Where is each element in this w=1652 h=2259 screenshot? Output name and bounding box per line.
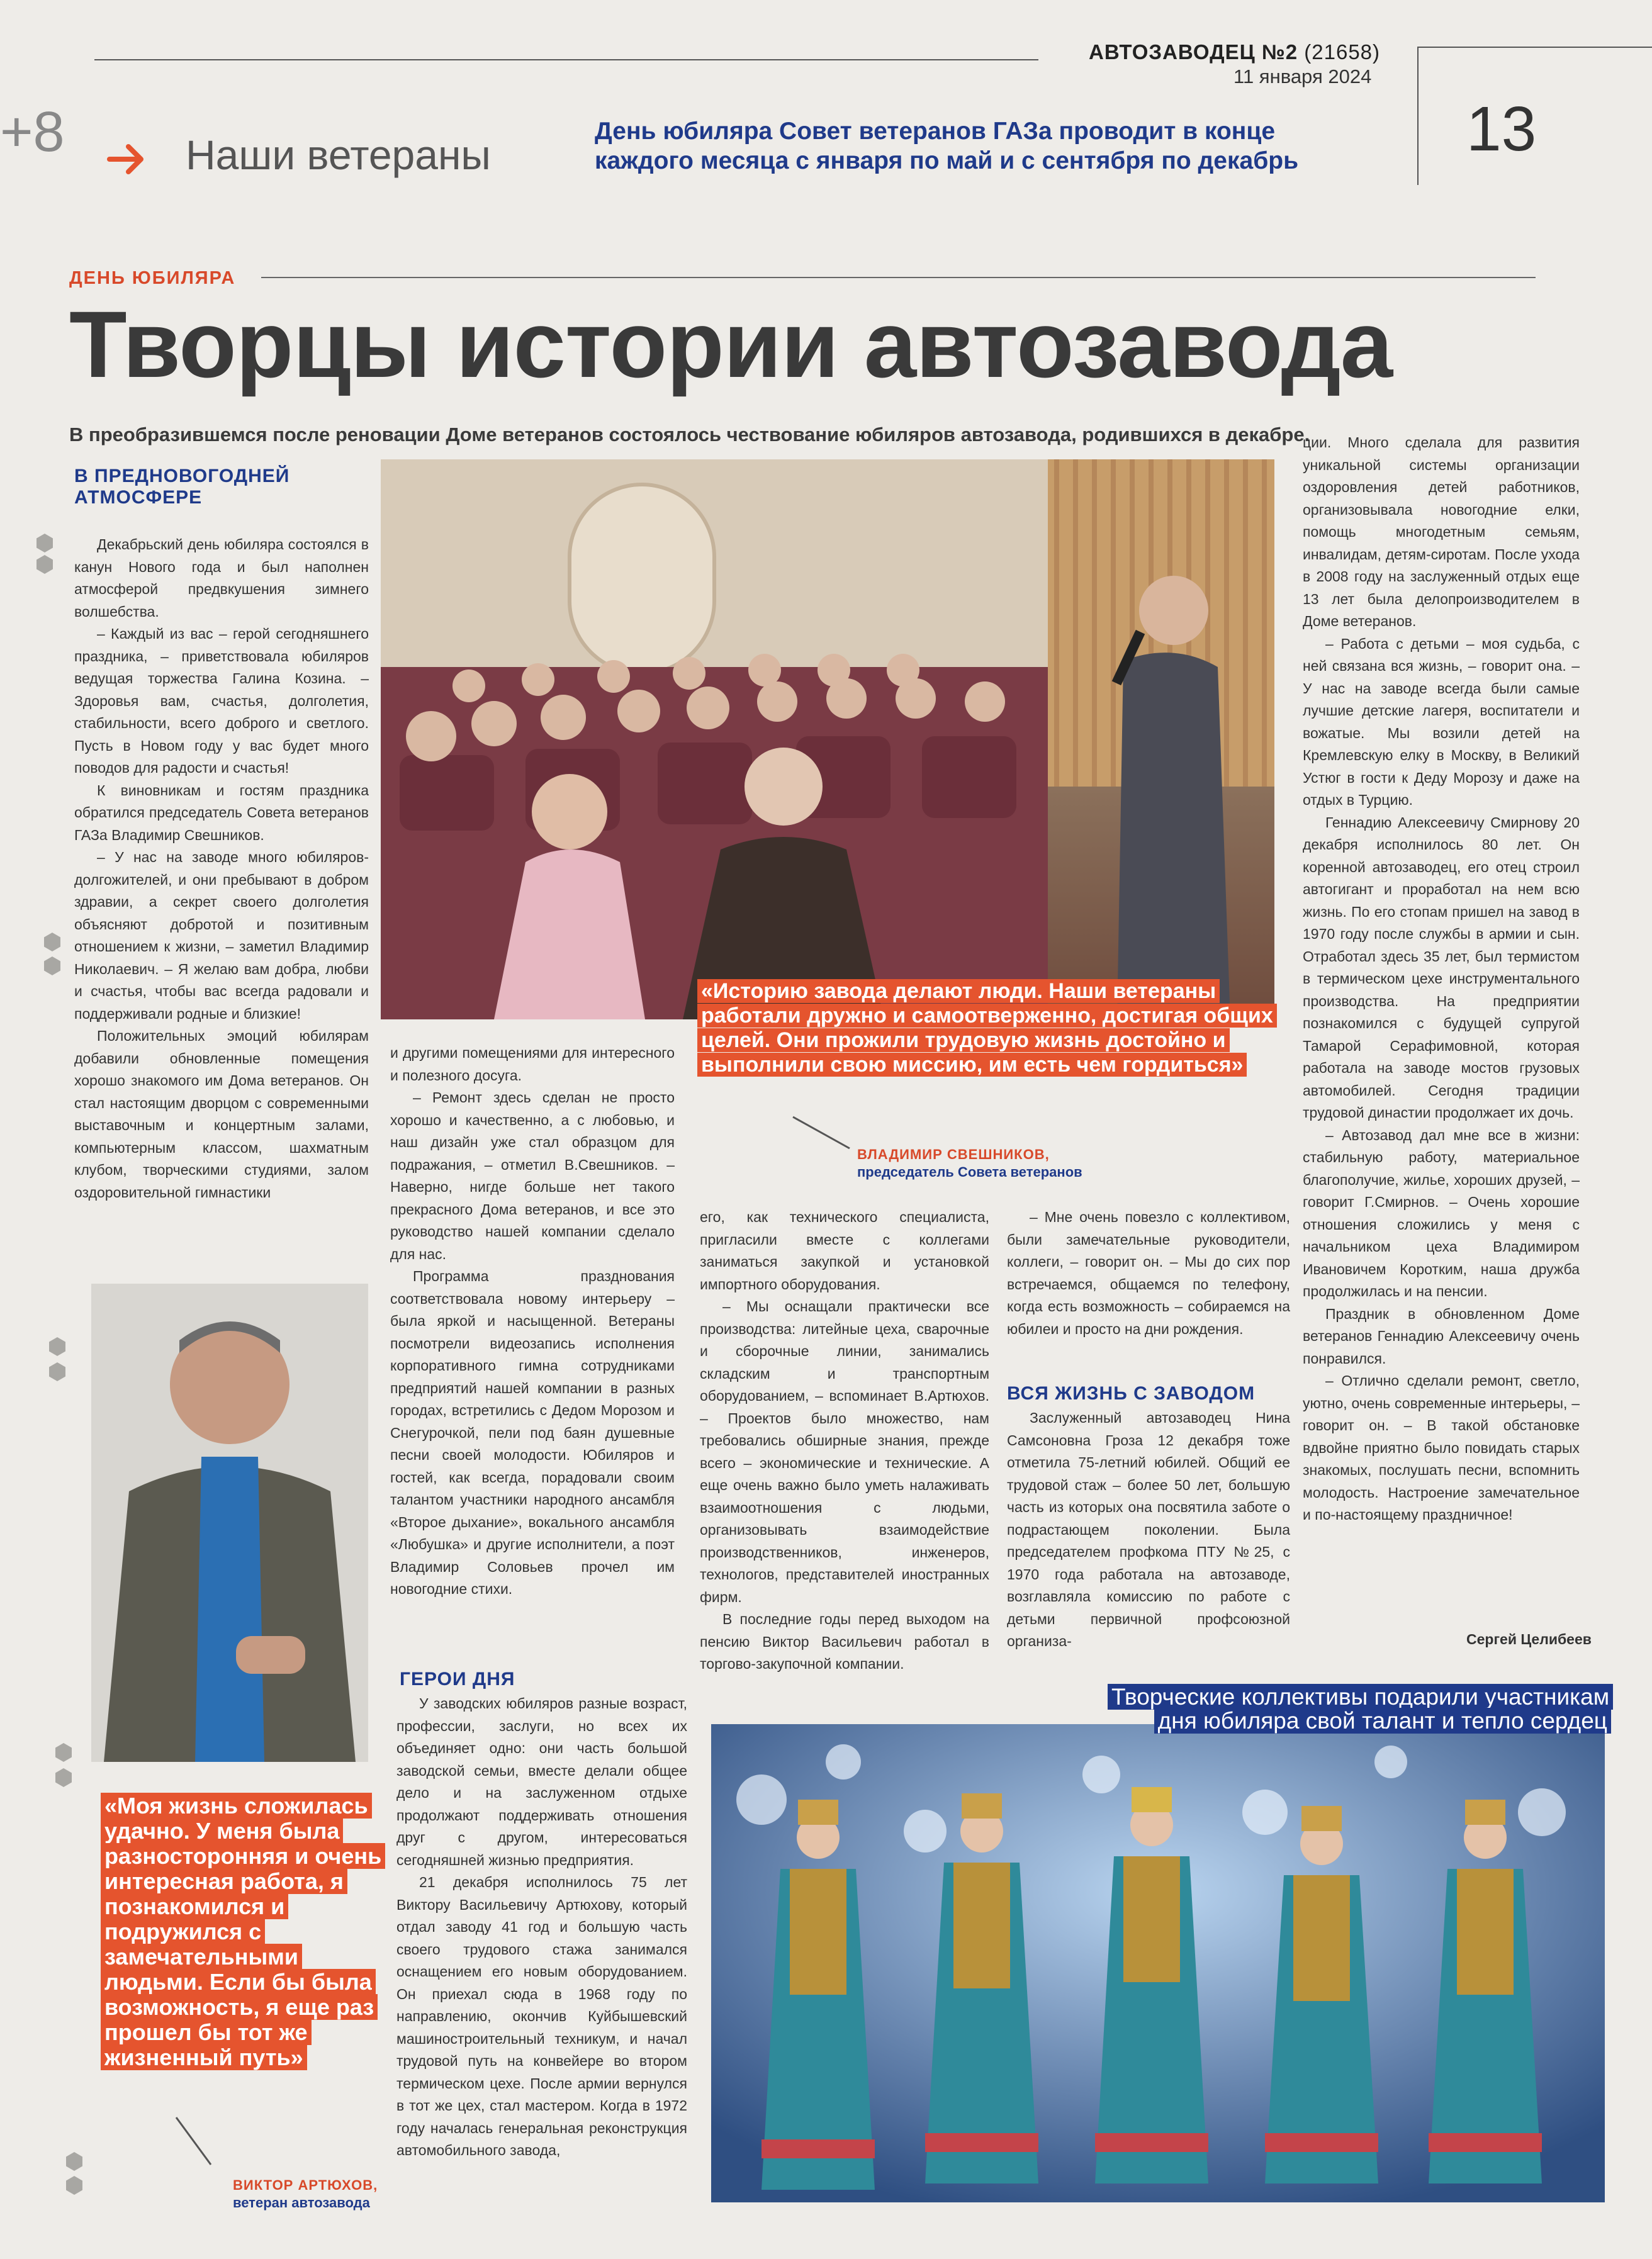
- rubric-rule: [261, 277, 1536, 278]
- paragraph: – Автозавод дал мне все в жизни: стабильную работу, материальное благополучие, жилье, хороших друзей, – говорит Г.Смирнов. – Очень хорошие отношения сложились у меня с начальником цеха Владимиром Ивановичем Коротким, наша дружба продолжилась и на пенсии.: [1303, 1126, 1580, 1299]
- issue-date: 11 января 2024: [1233, 65, 1372, 87]
- photo-audience: [381, 459, 1274, 1019]
- hex-marker: [55, 1743, 72, 1762]
- paragraph: – Ремонт здесь сделан не просто хорошо и качественно, а с любовью, и наш дизайн уже стал образцом для подражания, – отметил В.Свешников. – Наверно, нигде больше нет такого прекрасного Дома ветеранов, и все это руководство нашей компании сделало для нас.: [390, 1089, 675, 1262]
- paragraph: – Работа с детьми – моя судьба, с ней связана вся жизнь, – говорит она. – У нас на заводе всегда были самые лучшие детские лагеря, воспитатели и вожатые. Мы возили детей на Кремлевскую елку в Москву, в Великий Устюг в гости к Деду Морозу и даже на отдых в Турцию.: [1303, 635, 1580, 808]
- masthead: [1089, 40, 1380, 64]
- column-2: [390, 1042, 675, 1601]
- hex-marker: [66, 2176, 82, 2195]
- hex-marker: [55, 1768, 72, 1787]
- paragraph: ции. Много сделала для развития уникальной системы организации оздоровления детей работников, организовывала новогодние елки, помощь многодетным семьям, инвалидам, детям-сиротам. После ухода в 2008 году на заслуженный отдых еще 13 лет была делопроизводителем в Доме ветеранов.: [1303, 434, 1580, 629]
- arrow-right-icon: [107, 142, 147, 177]
- paragraph: – Отлично сделали ремонт, светло, уютно, очень современные интерьеры, – говорит он. – В такой обстановке вдвойне приятно было повидать старых знакомых, послушать песни, вспомнить молодость. Настроение замечательное и по-настоящему праздничное!: [1303, 1372, 1580, 1523]
- section-title: Наши ветераны: [186, 132, 491, 178]
- quote-sveshnikov: [697, 979, 1283, 1077]
- ensemble-illustration: [711, 1724, 1605, 2202]
- subheading-whole-life: ВСЯ ЖИЗНЬ С ЗАВОДОМ: [1007, 1383, 1256, 1404]
- paragraph: Заслуженный автозаводец Нина Самсоновна Гроза 12 декабря тоже отметила 75-летний юбилей. Общий ее трудовой стаж – более 50 лет, большую часть из которых она посвятила заботе о подрастающем поколении. Была председателем профкома ПТУ №25, с 1970 года работала на автозаводе, возглавляла комиссию по работе с детьми первичной профсоюзной организа-: [1007, 1410, 1290, 1649]
- column-4: [1007, 1206, 1290, 1340]
- quote-sveshnikov-role: председатель Совета ветеранов: [857, 1164, 1082, 1180]
- column-2-continued: [396, 1693, 687, 2162]
- paper-name: АВТОЗАВОДЕЦ №2: [1089, 40, 1298, 64]
- paragraph: Праздник в обновленном Доме ветеранов Геннадию Алексеевичу очень понравился.: [1303, 1305, 1580, 1367]
- paragraph: – Каждый из вас – герой сегодняшнего праздника, – приветствовала юбиляров ведущая торжества Галина Козина. – Здоровья вам, счастья, долголетия, стабильности, всего доброго и светлого. Пусть в Новом году у вас будет много поводов для радости и счастья!: [74, 625, 369, 776]
- column-1: [74, 534, 369, 1204]
- hex-marker: [37, 555, 53, 574]
- hex-marker: [44, 933, 60, 951]
- hex-marker: [49, 1362, 65, 1381]
- article-title: Творцы истории автозавода: [69, 291, 1393, 397]
- paragraph: – Мне очень повезло с коллективом, были замечательные руководители, коллеги, – говорит он. – Мы до сих пор встречаемся, общаемся по телефону, когда есть возможность – собираемся на юбилеи и просто на дни рождения.: [1007, 1209, 1290, 1337]
- paragraph: Положительных эмоций юбилярам добавили обновленные помещения хорошо знакомого им Дома ветеранов. Он стал настоящим дворцом с современными выставочным и концертным залами, компьютерным классом, шахматным клубом, творческими студиями, залом оздоровительной гимнастики: [74, 1028, 369, 1201]
- photo-artyukhov: [91, 1284, 368, 1762]
- paragraph: Программа празднования соответствовала новому интерьеру – была яркой и насыщенной. Ветераны посмотрели видеозапись исполнения корпоративного гимна сотрудниками предприятий нашей компании в разных городах, встретились с Дедом Морозом и Снегурочкой, пели под баян душевные песни своей молодости. Юбиляров и гостей, как всегда, порадовали своим талантом участники народного ансамбля «Второе дыхание», вокального ансамбля «Любушка» и другие исполнители, а поэт Владимир Соловьев прочел им новогодние стихи.: [390, 1268, 675, 1597]
- paragraph: – У нас на заводе много юбиляров-долгожителей, и они пребывают в добром здравии, а секрет своего долголетия объясняют добротой и позитивным отношением к жизни, – заметил Владимир Николаевич. – Я желаю вам добра, любви и счастья, чтобы вас всегда радовали и поддерживали родные и близкие!: [74, 849, 369, 1022]
- hex-marker: [49, 1337, 65, 1356]
- quote-artyukhov-name: ВИКТОР АРТЮХОВ,: [233, 2177, 378, 2193]
- section-announcement: День юбиляра Совет ветеранов ГАЗа проводит в конце каждого месяца с января по май и с сентября по декабрь: [595, 118, 1299, 174]
- quote-sveshnikov-text: «Историю завода делают люди. Наши ветераны работали дружно и самоотверженно, достигая общих целей. Они прожили трудовую жизнь достойно и выполнили свою миссию, им есть чем гордиться»: [697, 979, 1277, 1077]
- header-rule: [94, 59, 1038, 60]
- audience-illustration: [381, 459, 1274, 1019]
- paragraph: 21 декабря исполнилось 75 лет Виктору Васильевичу Артюхову, который отдал заводу 41 год и большую часть своего трудового стажа занимался оснащением его новым оборудованием. Он приехал сюда в 1968 году по направлению, окончив Куйбышевский машиностроительный техникум, и начал трудовой путь на конвейере во втором термическом цехе. После армии вернулся в тот же цех, стал мастером. Когда в 1972 году началась генеральная реконструкция автомобильного завода,: [396, 1874, 687, 2158]
- page-number-frame: [1417, 47, 1419, 185]
- paragraph: и другими помещениями для интересного и полезного досуга.: [390, 1045, 675, 1084]
- column-3: [700, 1206, 989, 1676]
- man-portrait-illustration: [91, 1284, 368, 1762]
- hex-marker: [44, 956, 60, 975]
- page-number: 13: [1466, 94, 1537, 164]
- paragraph: У заводских юбиляров разные возраст, профессии, заслуги, но всех их объединяет одно: они часть большой заводской семьи, вместе делали общее дело и на заслуженном отдыхе продолжают поддерживать отношения друг с другом, интересоваться сегодняшней жизнью предприятия.: [396, 1695, 687, 1868]
- hex-marker: [37, 534, 53, 552]
- quote-pointer-line: [787, 1114, 862, 1152]
- photo-caption-text: Творческие коллективы подарили участникам дня юбиляра свой талант и тепло сердец: [1108, 1684, 1613, 1734]
- article-rubric: ДЕНЬ ЮБИЛЯРА: [69, 268, 236, 288]
- quote-artyukhov: [101, 1793, 396, 2070]
- subheading-heroes: ГЕРОИ ДНЯ: [400, 1669, 515, 1690]
- hex-marker: [66, 2152, 82, 2171]
- paragraph: его, как технического специалиста, пригласили вместе с коллегами заниматься закупкой и установкой импортного оборудования.: [700, 1209, 989, 1292]
- corner-marks: +8: [0, 101, 65, 164]
- column-4-continued: [1007, 1407, 1290, 1653]
- paragraph: Геннадию Алексеевичу Смирнову 20 декабря исполнилось 80 лет. Он коренной автозаводец, его отец строил автогигант и проработал на нем всю жизнь. По его стопам пришел на завод в 1970 году после службы в армии и сын. Отработал здесь 35 лет, был термистом в термическом цехе инструментального производства. На предприятии познакомился с будущей супругой Тамарой Серафимовной, которая работала на заводе мостов грузовых автомобилей. Сегодня традиции трудовой династии продолжает их дочь.: [1303, 814, 1580, 1121]
- article-lead: В преобразившемся после реновации Доме ветеранов состоялось чествование юбиляров автозавода, родившихся в декабре.: [69, 423, 1310, 446]
- photo-caption: [1108, 1685, 1611, 1733]
- article-author: Сергей Целибеев: [1466, 1631, 1592, 1647]
- subheading-atmosphere: В ПРЕДНОВОГОДНЕЙ АТМОСФЕРЕ: [74, 466, 290, 508]
- column-5: [1303, 432, 1580, 1527]
- paragraph: – Мы оснащали практически все производства: литейные цеха, сварочные и сборочные линии, занимались складским и транспортным оборудованием, – вспоминает В.Артюхов. – Проектов было множество, нам требовались обширные знания, прежде всего – экономические и технические. А еще очень важно было уметь налаживать взаимоотношения с людьми, организовывать взаимодействие производственников, инженеров, технологов, представителей иностранных фирм.: [700, 1298, 989, 1605]
- paragraph: К виновникам и гостям праздника обратился председатель Совета ветеранов ГАЗа Владимир Свешников.: [74, 782, 369, 843]
- paragraph: В последние годы перед выходом на пенсию Виктор Васильевич работал в торгово-закупочной компании.: [700, 1611, 989, 1672]
- quote-artyukhov-text: «Моя жизнь сложилась удачно. У меня была разносторонняя и очень интересная работа, я познакомился и подружился с замечательными людьми. Если бы была возможность, я еще раз прошел бы тот же жизненный путь»: [101, 1793, 385, 2070]
- paragraph: Декабрьский день юбиляра состоялся в канун Нового года и был наполнен атмосферой предвкушения зимнего волшебства.: [74, 536, 369, 620]
- quote-artyukhov-role: ветеран автозавода: [233, 2195, 370, 2211]
- issue-number: (21658): [1304, 40, 1381, 64]
- quote-pointer-line: [173, 2114, 223, 2171]
- page-number-frame-top: [1417, 47, 1652, 48]
- quote-sveshnikov-name: ВЛАДИМИР СВЕШНИКОВ,: [857, 1146, 1050, 1162]
- photo-ensemble: [711, 1724, 1605, 2202]
